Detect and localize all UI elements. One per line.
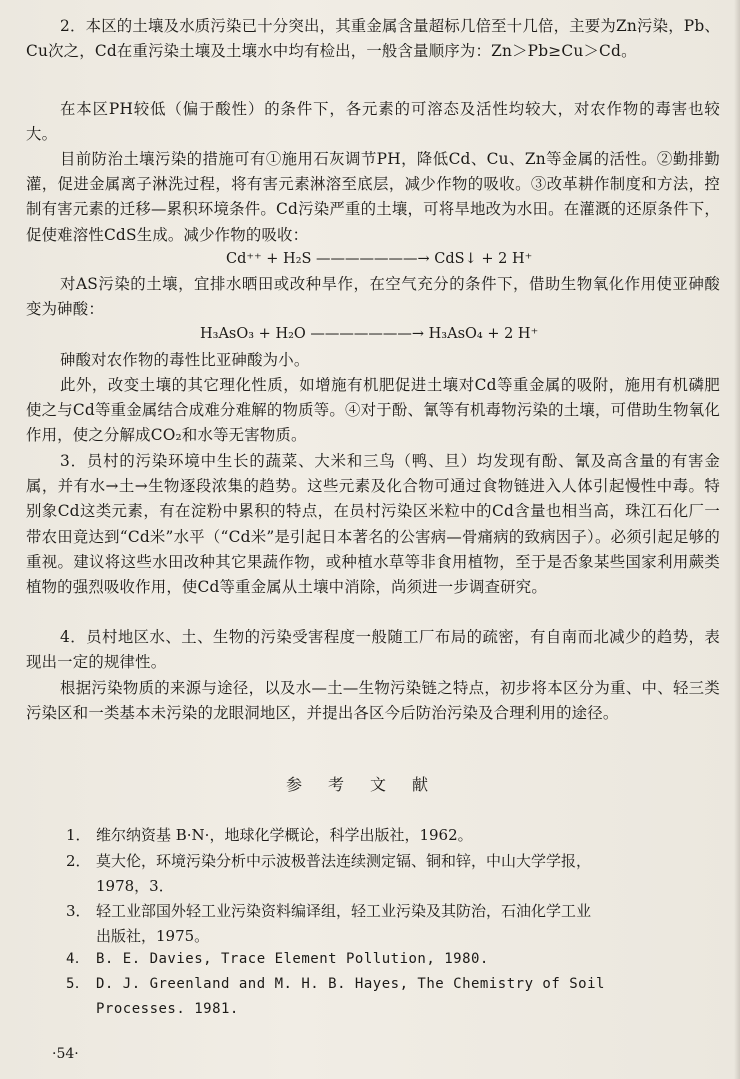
reference-continuation: Processes. 1981.	[96, 1001, 239, 1017]
reference-text: 轻工业部国外轻工业污染资料编译组，轻工业污染及其防治，石油化学工业	[96, 902, 592, 920]
reference-item-1	[66, 823, 716, 848]
paragraph-2-heavy-metal-pollution: 2．本区的土壤及水质污染已十分突出，其重金属含量超标几倍至十几倍，主要为Zn污染，Pb、Cu次之，Cd在重污染土壤及土壤水中均有检出，一般含量顺序为：Zn＞Pb≥Cu＞Cd。	[26, 17, 720, 61]
reference-item-3	[66, 899, 716, 949]
reference-number: 1．	[66, 826, 91, 844]
paragraph-ph-condition: 在本区PH较低（偏于酸性）的条件下，各元素的可溶态及活性均较大，对农作物的毒害也较大。	[26, 100, 720, 144]
references-heading: 参考文献	[285, 775, 454, 794]
reference-number: 3．	[66, 902, 91, 920]
paragraph-arsenic-toxicity: 砷酸对农作物的毒性比亚砷酸为小。	[60, 351, 310, 369]
equation-arsenic-oxidation: H₃AsO₃ + H₂O ———————→ H₃AsO₄ + 2 H⁺	[200, 326, 539, 342]
reference-continuation: 1978，3．	[96, 877, 174, 895]
reference-item-4	[66, 947, 716, 972]
reference-item-5	[66, 972, 716, 1022]
reference-text: 莫大伦，环境污染分析中示波极普法连续测定镉、铜和锌，中山大学学报，	[96, 852, 592, 870]
paragraph-control-measures: 目前防治土壤污染的措施可有①施用石灰调节PH，降低Cd、Cu、Zn等金属的活性。②勤排勤灌，促进金属离子淋洗过程，将有害元素淋溶至底层，减少作物的吸收。③改革耕作制度和方法，控制有害元素的迁移—累积环境条件。Cd污染严重的土壤，可将旱地改为水田。在灌溉的还原条件下，促使难溶性CdS生成。减少作物的吸收：	[26, 150, 720, 244]
equation-cds-formation: Cd⁺⁺ + H₂S ———————→ CdS↓ + 2 H⁺	[226, 251, 533, 267]
reference-number: 4．	[66, 951, 90, 967]
page-edge-shadow	[734, 0, 740, 1079]
paragraph-4-distribution: 4．员村地区水、土、生物的污染受害程度一般随工厂布局的疏密，有自南而北减少的趋势，表现出一定的规律性。	[26, 628, 720, 672]
page-number: ·54·	[52, 1046, 79, 1062]
reference-item-2	[66, 849, 716, 899]
paragraph-conclusion: 根据污染物质的来源与途径，以及水—土—生物污染链之特点，初步将本区分为重、中、轻三类污染区和一类基本未污染的龙眼洞地区，并提出各区今后防治污染及合理利用的途径。	[26, 679, 720, 723]
reference-number: 5．	[66, 976, 90, 992]
paragraph-arsenic-treatment: 对AS污染的土壤，宜排水晒田或改种旱作，在空气充分的条件下，借助生物氧化作用使亚砷酸变为砷酸：	[26, 275, 720, 319]
reference-text: D. J. Greenland and M. H. B. Hayes, The Chemistry of Soil	[96, 976, 605, 992]
reference-continuation: 出版社，1975。	[96, 927, 210, 945]
reference-text: B. E. Davies, Trace Element Pollution, 1980.	[96, 951, 489, 967]
reference-number: 2．	[66, 852, 91, 870]
paragraph-soil-properties: 此外，改变土壤的其它理化性质，如增施有机肥促进土壤对Cd等重金属的吸附，施用有机磷肥使之与Cd等重金属结合成难分难解的物质等。④对于酚、氰等有机毒物污染的土壤，可借助生物氧化作用，使之分解成CO₂和水等无害物质。	[26, 376, 720, 445]
reference-text: 维尔纳资基 B·N·，地球化学概论，科学出版社，1962。	[96, 826, 473, 844]
paragraph-3-food-chain: 3．员村的污染环境中生长的蔬菜、大米和三鸟（鸭、旦）均发现有酚、氰及高含量的有害金属，并有水→土→生物逐段浓集的趋势。这些元素及化合物可通过食物链进入人体引起慢性中毒。特别象Cd这类元素，有在淀粉中累积的特点，在员村污染区米粒中的Cd含量也相当高，珠江石化厂一带农田竟达到“Cd米”水平（“Cd米”是引起日本著名的公害病—骨痛病的致病因子）。必须引起足够的重视。建议将这些水田改种其它果蔬作物，或种植水草等非食用植物，至于是否象某些国家利用蕨类植物的强烈吸收作用，使Cd等重金属从土壤中消除，尚须进一步调查研究。	[26, 452, 720, 597]
